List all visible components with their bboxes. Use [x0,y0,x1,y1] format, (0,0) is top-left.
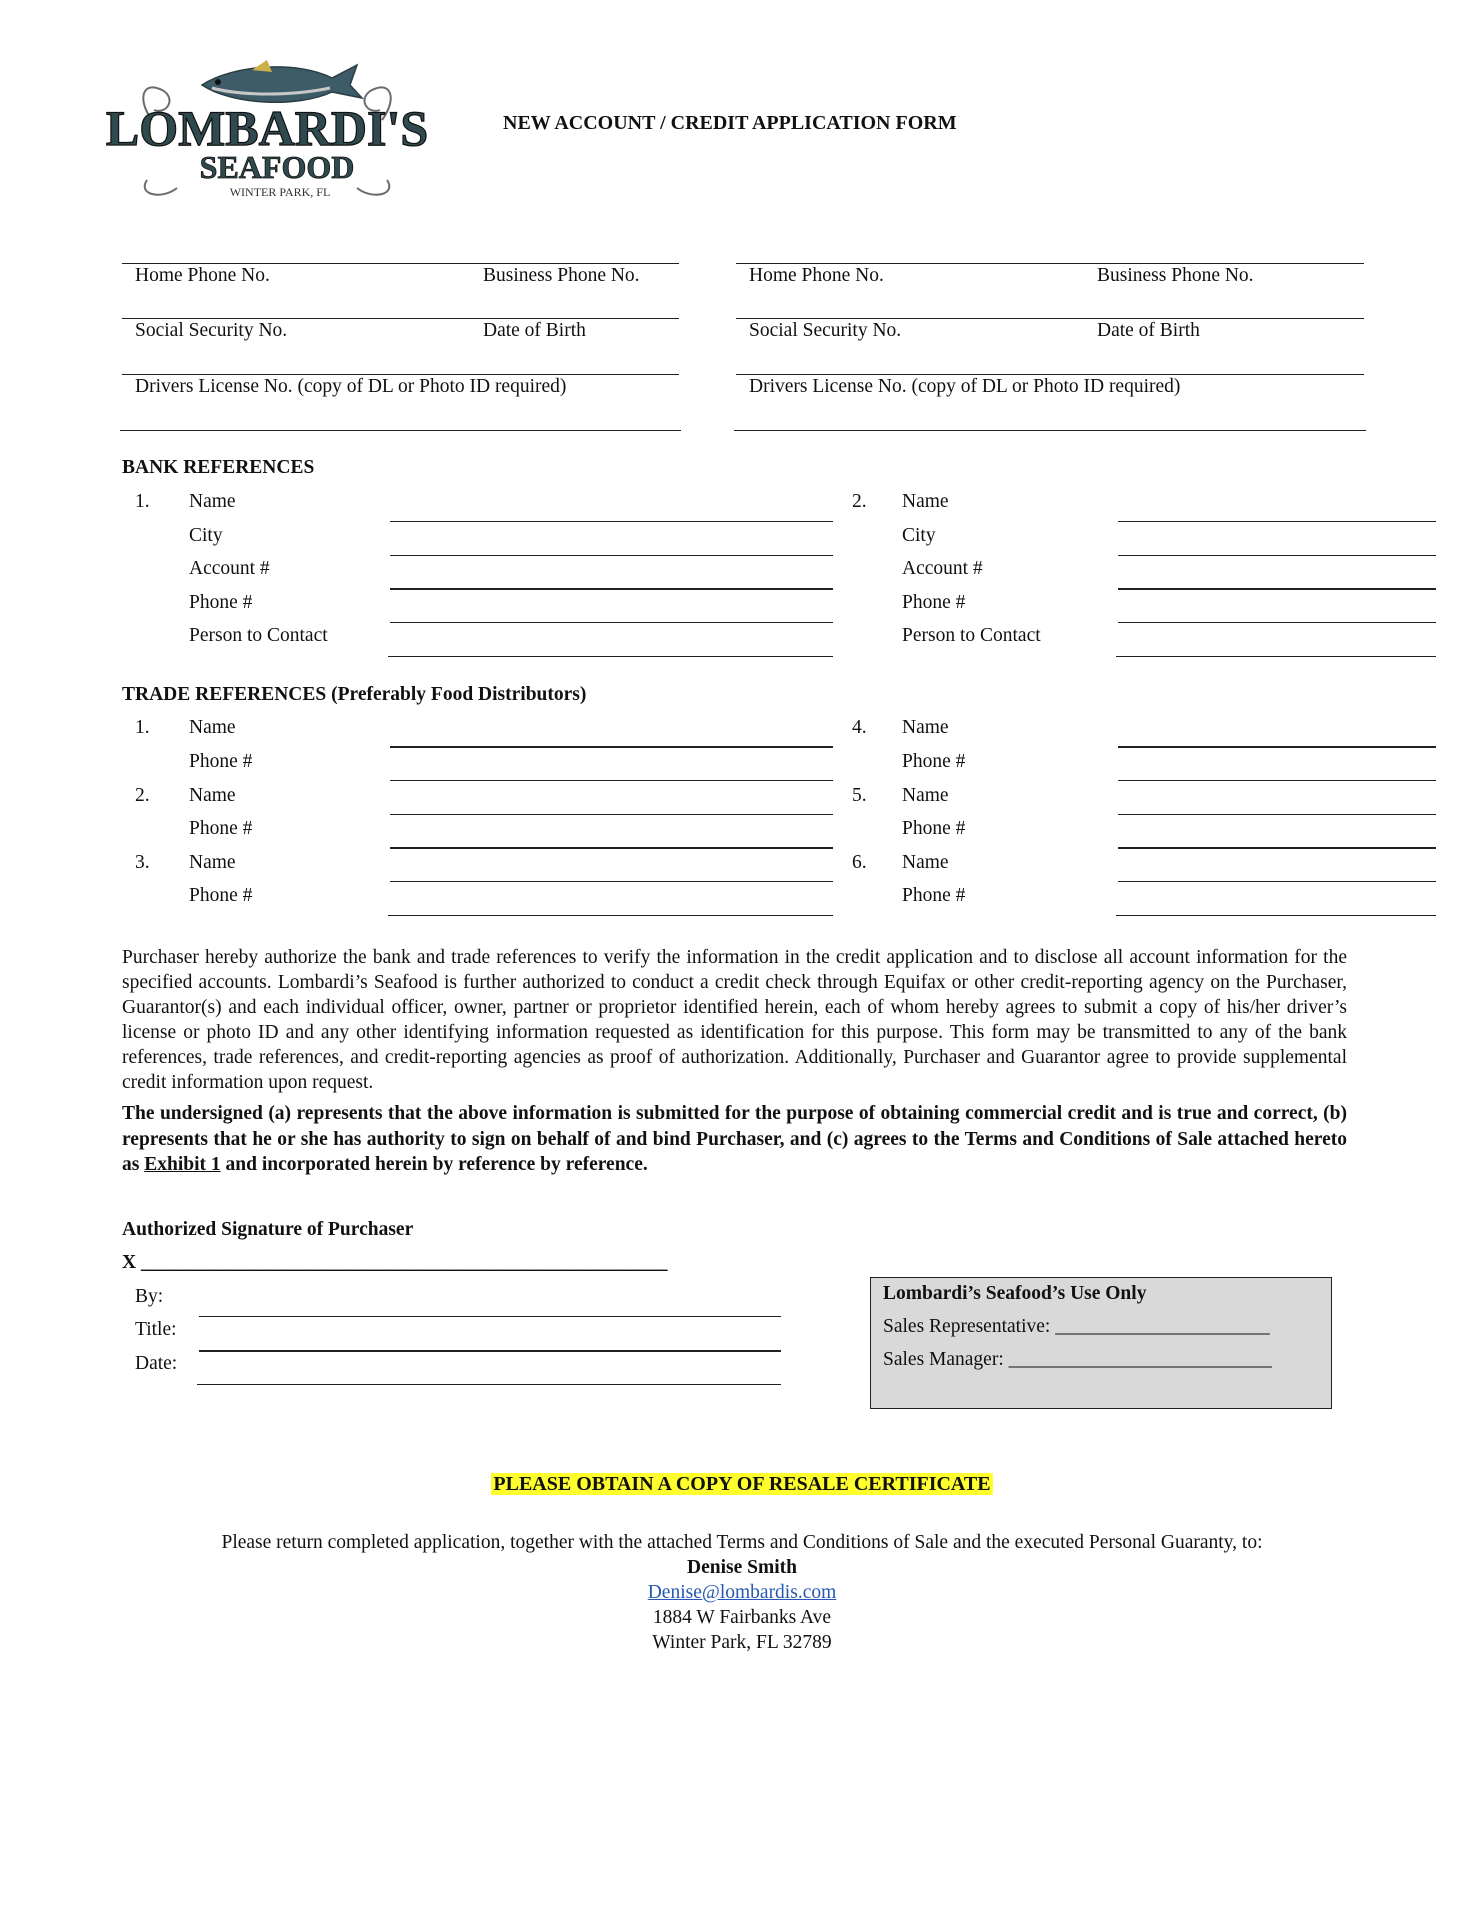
lombardis-seafood-logo [105,60,429,202]
authorization-paragraph: Purchaser hereby authorize the bank and trade references to verify the information in the credit application and to disclose all account information for the specified accounts. Lombardi’s Seafood is further authorized to conduct a credit check through Equifax or other credit-reporting agency on the Purchaser, Guarantor(s) and each individual officer, owner, partner or proprietor identified herein, each of whom hereby agrees to submit a copy of his/her driver’s license or photo ID and any other identifying information requested as identification for this purpose. This form may be transmitted to any of the bank references, trade references, and credit-reporting agencies as proof of authorization. Additionally, Purchaser and Guarantor agree to provide supplemental credit information upon request. [122,947,1347,1093]
trade-name-field[interactable] [390,814,833,815]
drivers-license-label: Drivers License No. (copy of DL or Photo ID required) [135,376,567,397]
trade-name-field[interactable] [1118,746,1436,748]
sales-manager-field[interactable]: Sales Manager: ___________________________ [883,1349,1272,1370]
business-phone-label: Business Phone No. [483,265,640,286]
trade-ref-number: 6. [852,852,867,873]
sales-representative-field[interactable]: Sales Representative: ______________________ [883,1316,1270,1337]
undersigned-paragraph [122,1101,1347,1178]
trade-phone-label: Phone # [902,818,966,839]
trade-name-field[interactable] [390,881,833,882]
bank-contact-label: Person to Contact [189,625,328,646]
dob-label: Date of Birth [1097,320,1200,341]
trade-phone-label: Phone # [189,751,253,772]
trade-name-field[interactable] [1118,814,1436,815]
trade-name-label: Name [902,852,949,873]
trade-name-label: Name [189,717,236,738]
bank-city-label: City [189,525,223,546]
trade-ref-number: 3. [135,852,150,873]
undersigned-text: The undersigned (a) represents that the above information is submitted for the purpose of obtaining commercial credit and is true and correct, (b) represents that he or she has authority to sign on behalf of and bind Purchaser, and (c) agrees to the Terms and Conditions of Sale attached hereto as [122,1103,1347,1175]
by-label: By: [135,1286,164,1307]
bank-account-label: Account # [902,558,983,579]
ssn-label: Social Security No. [135,320,288,341]
trade-phone-label: Phone # [189,885,253,906]
drivers-license-label: Drivers License No. (copy of DL or Photo ID required) [749,376,1181,397]
bank-ref-number: 2. [852,491,867,512]
trade-phone-field[interactable] [390,780,833,781]
office-use-heading: Lombardi’s Seafood’s Use Only [883,1283,1147,1304]
bank-account-field[interactable] [390,588,833,590]
bank-contact-field[interactable] [1116,656,1436,657]
trade-phone-field[interactable] [390,847,833,849]
by-field[interactable] [199,1316,781,1317]
bank-name-label: Name [902,491,949,512]
trade-phone-label: Phone # [189,818,253,839]
trade-phone-field[interactable] [1116,915,1436,916]
bank-city-field[interactable] [1118,555,1436,556]
resale-highlight: PLEASE OBTAIN A COPY OF RESALE CERTIFICATE [493,1473,991,1495]
home-phone-label: Home Phone No. [135,265,270,286]
bank-contact-label: Person to Contact [902,625,1041,646]
title-label: Title: [135,1319,177,1340]
business-phone-label: Business Phone No. [1097,265,1254,286]
bank-phone-field[interactable] [390,622,833,623]
bank-account-label: Account # [189,558,270,579]
address-line-2: Winter Park, FL 32789 [652,1632,832,1653]
date-label: Date: [135,1353,178,1374]
trade-name-label: Name [189,785,236,806]
bank-city-field[interactable] [390,555,833,556]
dob-label: Date of Birth [483,320,586,341]
logo-wordmark-bottom: WINTER PARK, FL [229,185,331,199]
logo-wordmark-mid: SEAFOOD [199,149,355,185]
signature-x-line[interactable]: X ______________________________________________________ [122,1252,668,1273]
contact-email-link[interactable]: Denise@lombardis.com [647,1582,837,1603]
trade-name-label: Name [902,717,949,738]
title-field[interactable] [199,1350,781,1352]
bank-phone-label: Phone # [189,592,253,613]
trade-phone-field[interactable] [1118,780,1436,781]
trade-references-heading: TRADE REFERENCES (Preferably Food Distributors) [122,684,587,705]
bank-name-field[interactable] [390,521,833,522]
trade-phone-label: Phone # [902,751,966,772]
bank-phone-label: Phone # [902,592,966,613]
bank-name-field[interactable] [1118,521,1436,522]
trade-ref-number: 2. [135,785,150,806]
bank-ref-number: 1. [135,491,150,512]
bank-city-label: City [902,525,936,546]
address-line-1: 1884 W Fairbanks Ave [652,1607,832,1628]
document-title: NEW ACCOUNT / CREDIT APPLICATION FORM [503,112,957,134]
trade-name-label: Name [902,785,949,806]
trade-name-label: Name [189,852,236,873]
trade-ref-number: 1. [135,717,150,738]
trade-phone-label: Phone # [902,885,966,906]
trade-ref-number: 5. [852,785,867,806]
home-phone-label: Home Phone No. [749,265,884,286]
resale-certificate-notice [0,1473,1484,1496]
bank-phone-field[interactable] [1118,622,1436,623]
ssn-label: Social Security No. [749,320,902,341]
trade-name-field[interactable] [1118,881,1436,882]
return-instructions: Please return completed application, together with the attached Terms and Conditions of Sale and the executed Personal Guaranty, to: [221,1532,1263,1553]
bank-account-field[interactable] [1118,588,1436,590]
contact-name: Denise Smith [687,1557,797,1578]
office-use-only-box [870,1277,1332,1409]
bank-references-heading: BANK REFERENCES [122,457,315,478]
exhibit-reference: Exhibit 1 [144,1154,221,1175]
signature-heading: Authorized Signature of Purchaser [122,1219,414,1240]
trade-phone-field[interactable] [1118,847,1436,849]
bank-name-label: Name [189,491,236,512]
logo-wordmark-top: LOMBARDI'S [105,100,429,156]
trade-ref-number: 4. [852,717,867,738]
trade-phone-field[interactable] [388,915,833,916]
trade-name-field[interactable] [390,746,833,748]
undersigned-text-end: and incorporated herein by reference by reference. [220,1154,648,1175]
date-field[interactable] [197,1384,781,1385]
contact-email-row [0,1582,1484,1604]
bank-contact-field[interactable] [388,656,833,657]
